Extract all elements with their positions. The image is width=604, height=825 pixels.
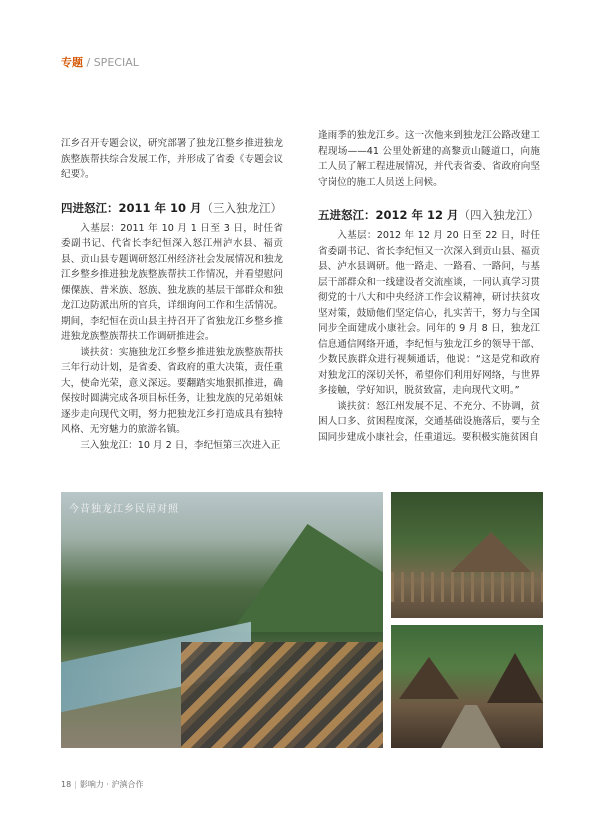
village-houses	[181, 642, 383, 748]
section-label-cn: 专题	[61, 56, 83, 69]
paragraph-lead: 入基层：	[80, 222, 121, 234]
heading-title: 五进怒江：2012 年 12 月	[318, 208, 459, 222]
photo-caption: 今昔独龙江乡民居对照	[69, 504, 179, 515]
page-number: 18	[61, 780, 72, 789]
heading-subtitle: （四入独龙江）	[458, 208, 540, 222]
paragraph	[318, 228, 540, 399]
section-heading	[318, 206, 540, 224]
path-shape	[441, 705, 501, 748]
paragraph-body: 2012 年 12 月 20 日至 22 日，时任省委副书记、省长李纪恒又一次深入到贡山县、福贡县、泸水县调研。他一路走、一路看、一路问，与基层干部群众和一线建设者交流座谈，一同认真学习贯彻党的十八大和中央经济工作会议精神，研讨扶贫攻坚对策，鼓励他们坚定信心，扎实苦干，努力与全国同步全面建成小康社会。同年的 9 月 8 日，独龙江信息通信网络开通，李纪恒与独龙江乡的领导干部、少数民族群众进行视频通话，他说：“这是党和政府对独龙江的深切关怀，希望你们利用好网络，与世界多接触，学好知识，脱贫致富，走向现代文明。”	[318, 230, 541, 396]
paragraph-body: 2011 年 10 月 1 日至 3 日，时任省委副书记、代省长李纪恒深入怒江州泸水县、福贡县、贡山县专题调研怒江州经济社会发展情况和独龙江乡整乡推进独龙族整族帮扶工作情况，并看望慰问傈僳族、普米族、怒族、独龙族的基层干部群众和独龙江边防派出所的官兵，详细询问工作和生活情况。期间，李纪恒在贡山县主持召开了省独龙江乡整乡推进独龙族整族帮扶工作调研推进会。	[61, 222, 283, 342]
paragraph-lead: 谈扶贫：	[337, 400, 376, 412]
roof-shape	[487, 653, 543, 703]
paragraph	[318, 399, 540, 446]
footer-divider: |	[74, 780, 77, 789]
paragraph: 江乡召开专题会议，研究部署了独龙江整乡推进独龙族整族帮扶综合发展工作，并形成了省委《专题会议纪要》。	[61, 138, 283, 180]
paragraph	[61, 221, 283, 345]
hut-shape	[451, 532, 531, 572]
paragraph: 逢雨季的独龙江乡。这一次他来到独龙江公路改建工程现场——41 公里处新建的高黎贡山隧道口，向施工人员了解工程进展情况，并代表省委、省政府向坚守岗位的施工人员送上问候。	[318, 130, 540, 188]
paragraph-lead: 谈扶贫：	[80, 346, 119, 358]
old-house-photo-top	[391, 492, 543, 618]
mountain-shape	[231, 512, 383, 632]
section-header	[61, 54, 139, 70]
heading-subtitle: （三入独龙江）	[201, 200, 283, 215]
right-column	[318, 128, 540, 445]
fence-shape	[391, 572, 543, 602]
paragraph: 三入独龙江：10 月 2 日，李纪恒第三次进入正	[80, 439, 281, 451]
page-footer	[61, 779, 144, 790]
section-heading	[61, 199, 283, 217]
roof-shape	[399, 657, 459, 699]
paragraph	[61, 345, 283, 438]
magazine-name: 影响力 · 沪滇合作	[79, 780, 144, 789]
village-photo-main	[61, 492, 383, 748]
section-label-en: SPECIAL	[93, 56, 139, 69]
paragraph-lead: 入基层：	[337, 230, 377, 241]
left-column	[61, 136, 283, 453]
section-separator: /	[83, 56, 94, 69]
paragraph-body: 怒江州发展不足、不充分、不协调，贫困人口多、贫困程度深，交通基础设施落后，要与全国同步建成小康社会，任重道远。要积极实施贫困自	[318, 400, 541, 443]
old-house-photo-bottom	[391, 625, 543, 748]
paragraph-body: 实施独龙江乡整乡推进独龙族整族帮扶三年行动计划，是省委、省政府的重大决策，责任重大，使命光荣，意义深远。要翻踏实地狠抓推进，确保按时圆满完成各项目标任务，让独龙族的兄弟姐妹逐步走向现代文明，努力把独龙江乡打造成具有独特风格、无穷魅力的旅游名镇。	[61, 346, 284, 435]
heading-title: 四进怒江：2011 年 10 月	[61, 200, 202, 215]
